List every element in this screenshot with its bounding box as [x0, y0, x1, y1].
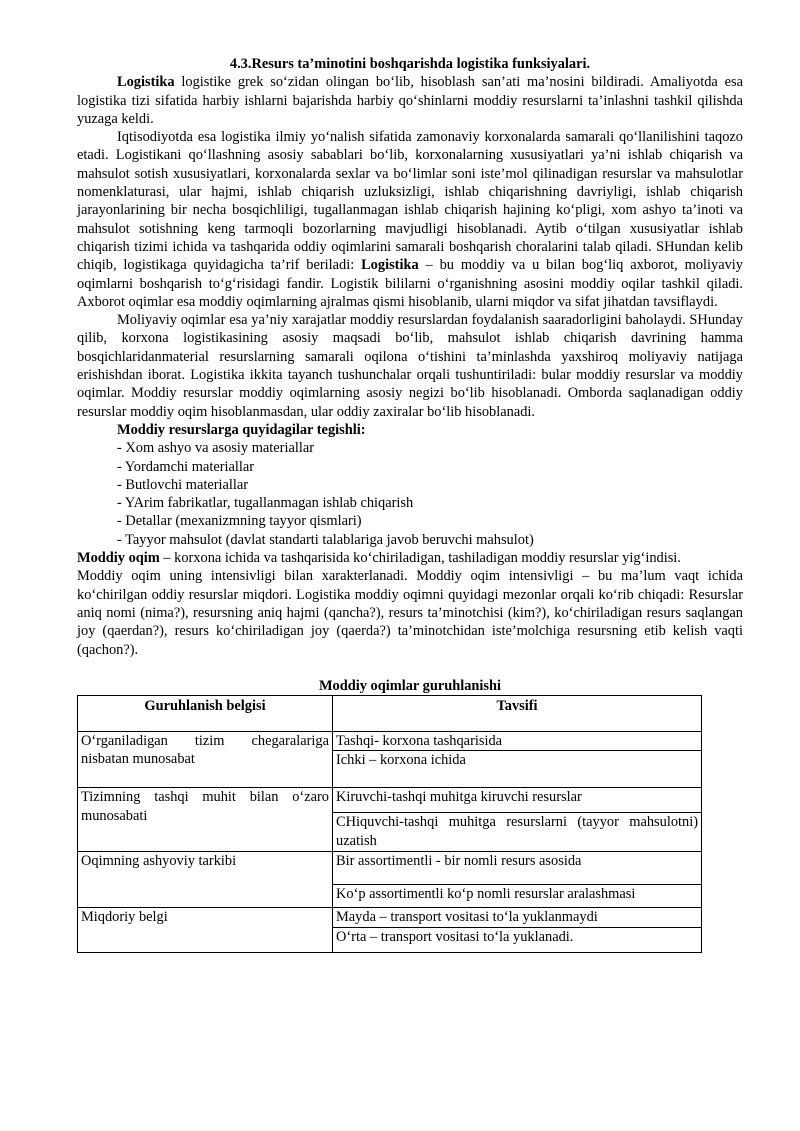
list-item: - Tayyor mahsulot (davlat standarti talablariga javob beruvchi mahsulot) [117, 531, 534, 548]
table-caption: Moddiy oqimlar guruhlanishi [318, 677, 502, 694]
table-header-row [78, 696, 702, 732]
list-item: - Xom ashyo va asosiy materiallar [117, 440, 315, 457]
section-title: 4.3.Resurs ta’minotini boshqarishda logistika funksiyalari. [229, 56, 591, 72]
description-cell: Kiruvchi-tashqi muhitga kiruvchi resurslar [333, 788, 702, 813]
paragraph-2 [77, 128, 743, 311]
description-cell: Bir assortimentli - bir nomli resurs asosida [333, 852, 702, 885]
paragraph-1 [77, 73, 743, 128]
table-row [78, 788, 702, 813]
paragraph-2-text-b: – bu moddiy va u bilan bog‘liq axborot, moliyaviy oqimlarni boshqarish to‘g‘risidagi fandir. Logistik bililarni o‘rganishning asosini moddiy oqilar tashkil qiladi. Axborot oqimlar esa moddiy oqimlarning ajralmas qismi hisoblanib, ularni miqdor va sifat jihatdan tavsiflaydi. [77, 257, 743, 310]
group-cell: Oqimning ashyoviy tarkibi [78, 852, 333, 908]
list-item: - Butlovchi materiallar [117, 476, 249, 493]
paragraph-3: Moliyaviy oqimlar esa ya’niy xarajatlar moddiy resurslardan foydalanish saaradorligini baholaydi. SHunday qilib, korxona logistikasining asosiy maqsadi bo‘lib, mahsulot ishlab chiqarish davrining hamma bosqichlaridanmaterial resurslarning samarali oqilona o‘tishini ta’minlashda yaxshiroq moliyaviy natijaga erishishdan iborat. Logistika ikkita tayanch tushunchalar orqali tushuntiriladi: bular moddiy resurslar va moddiy oqimlar. Moddiy resurslar moddiy oqimlarning asosiy negizi bo‘lib hisoblanadi. Omborda saqlanadigan oddiy resurslar moddiy oqim hisoblanmasdan, ular oddiy zaxiralar bo‘lib hisoblanadi. [77, 312, 743, 420]
group-cell: Tizimning tashqi muhit bilan o‘zaro munosabati [78, 788, 333, 852]
paragraph-4-text: – korxona ichida va tashqarisida ko‘chiriladigan, tashiladigan moddiy resurslar yig‘indisi. [159, 550, 681, 567]
list-heading-text: Moddiy resurslarga quyidagilar tegishli: [117, 421, 366, 438]
description-cell: Ichki – korxona ichida [333, 751, 702, 788]
description-cell: CHiquvchi-tashqi muhitga resurslarni (tayyor mahsulotni) uzatish [333, 813, 702, 852]
description-cell: Mayda – transport vositasi to‘la yuklanmaydi [333, 908, 702, 927]
group-cell: Miqdoriy belgi [78, 908, 333, 952]
description-cell: Tashqi- korxona tashqarisida [333, 732, 702, 751]
table-row [78, 852, 702, 885]
paragraph-1-text: logistike grek so‘zidan olingan bo‘lib, hisoblash san’ati ma’nosini bildiradi. Amaliyotda esa logistika tizi sifatida harbiy ishlarni bajarishda harbiy qo‘shinlarni moddiy resurslarni ta’inlashni tashkil qilishda yuzaga keldi. [77, 74, 743, 127]
paragraph-5: Moddiy oqim uning intensivligi bilan xarakterlanadi. Moddiy oqim intensivligi – bu ma’lum vaqt ichida ko‘chirilgan oddiy resurslar miqdori. Logistika moddiy oqimni quyidagi mezonlar orqali ko‘rib chiqadi: Resurslar aniq nomi (nima?), resursning aniq hajmi (qancha?), resurs ta’minotchisi (kim?), ko‘chiriladigan resurs saqlangan joy (qaerdan?), resurs ko‘chiriladigan joy (qaerda?) ta’minotchidan iste’molchiga resursning etib kelish vaqti (qachon?). [77, 568, 743, 658]
term-logistika: Logistika [117, 74, 175, 91]
group-cell: O‘rganiladigan tizim chegaralariga nisbatan munosabat [78, 732, 333, 788]
paragraph-4 [77, 549, 743, 567]
column-header-group: Guruhlanish belgisi [78, 696, 333, 732]
description-cell: O‘rta – transport vositasi to‘la yuklanadi. [333, 927, 702, 952]
term-moddiy-oqim: Moddiy oqim [77, 550, 160, 567]
list-item: - YArim fabrikatlar, tugallanmagan ishlab chiqarish [117, 495, 414, 512]
term-logistika-definition: Logistika [361, 257, 419, 274]
description-cell: Ko‘p assortimentli ko‘p nomli resurslar aralashmasi [333, 885, 702, 908]
classification-table [77, 695, 702, 953]
table-row [78, 908, 702, 927]
list-heading [77, 421, 743, 439]
table-row [78, 732, 702, 751]
list-item: - Yordamchi materiallar [117, 458, 255, 475]
list-item: - Detallar (mexanizmning tayyor qismlari) [117, 513, 362, 530]
column-header-description: Tavsifi [333, 696, 702, 732]
paragraph-2-text-a: Iqtisodiyotda esa logistika ilmiy yo‘nalish sifatida zamonaviy korxonalarda samarali qo‘llanilishini taqozo etadi. Logistikani qo‘llashning asosiy sabablari bo‘lib, korxonalarning xususiyatlari ya’ni ishlab chiqarish va mahsulot sotish xususiyatlari, korxonalarda sexlar va bo‘limlar soni iste’mol qilinadigan resurslar va mahsulotlar nomenklaturasi, ular hajmi, ishlab chiqarish uzluksizligi, ishlab chiqarishning davriyligi, ishlab chiqarish jarayonlarining bir necha bosqichliligi, tugallanmagan ishlab chiqarish hajining ko‘pligi, xom ashyo ta’inoti va mahsulot sotishning keng tarmoqli bozorlarning mavjudligi hisoblanadi. Aytib o‘tilgan xususiyatlar ishlab chiqarish tizimi ichida va tashqarida oddiy oqimlarini samarali boshqarish choralarini talab qiladi. SHundan kelib chiqib, logistikaga quyidagicha ta’rif beriladi: [77, 129, 743, 274]
document-page [77, 55, 743, 953]
